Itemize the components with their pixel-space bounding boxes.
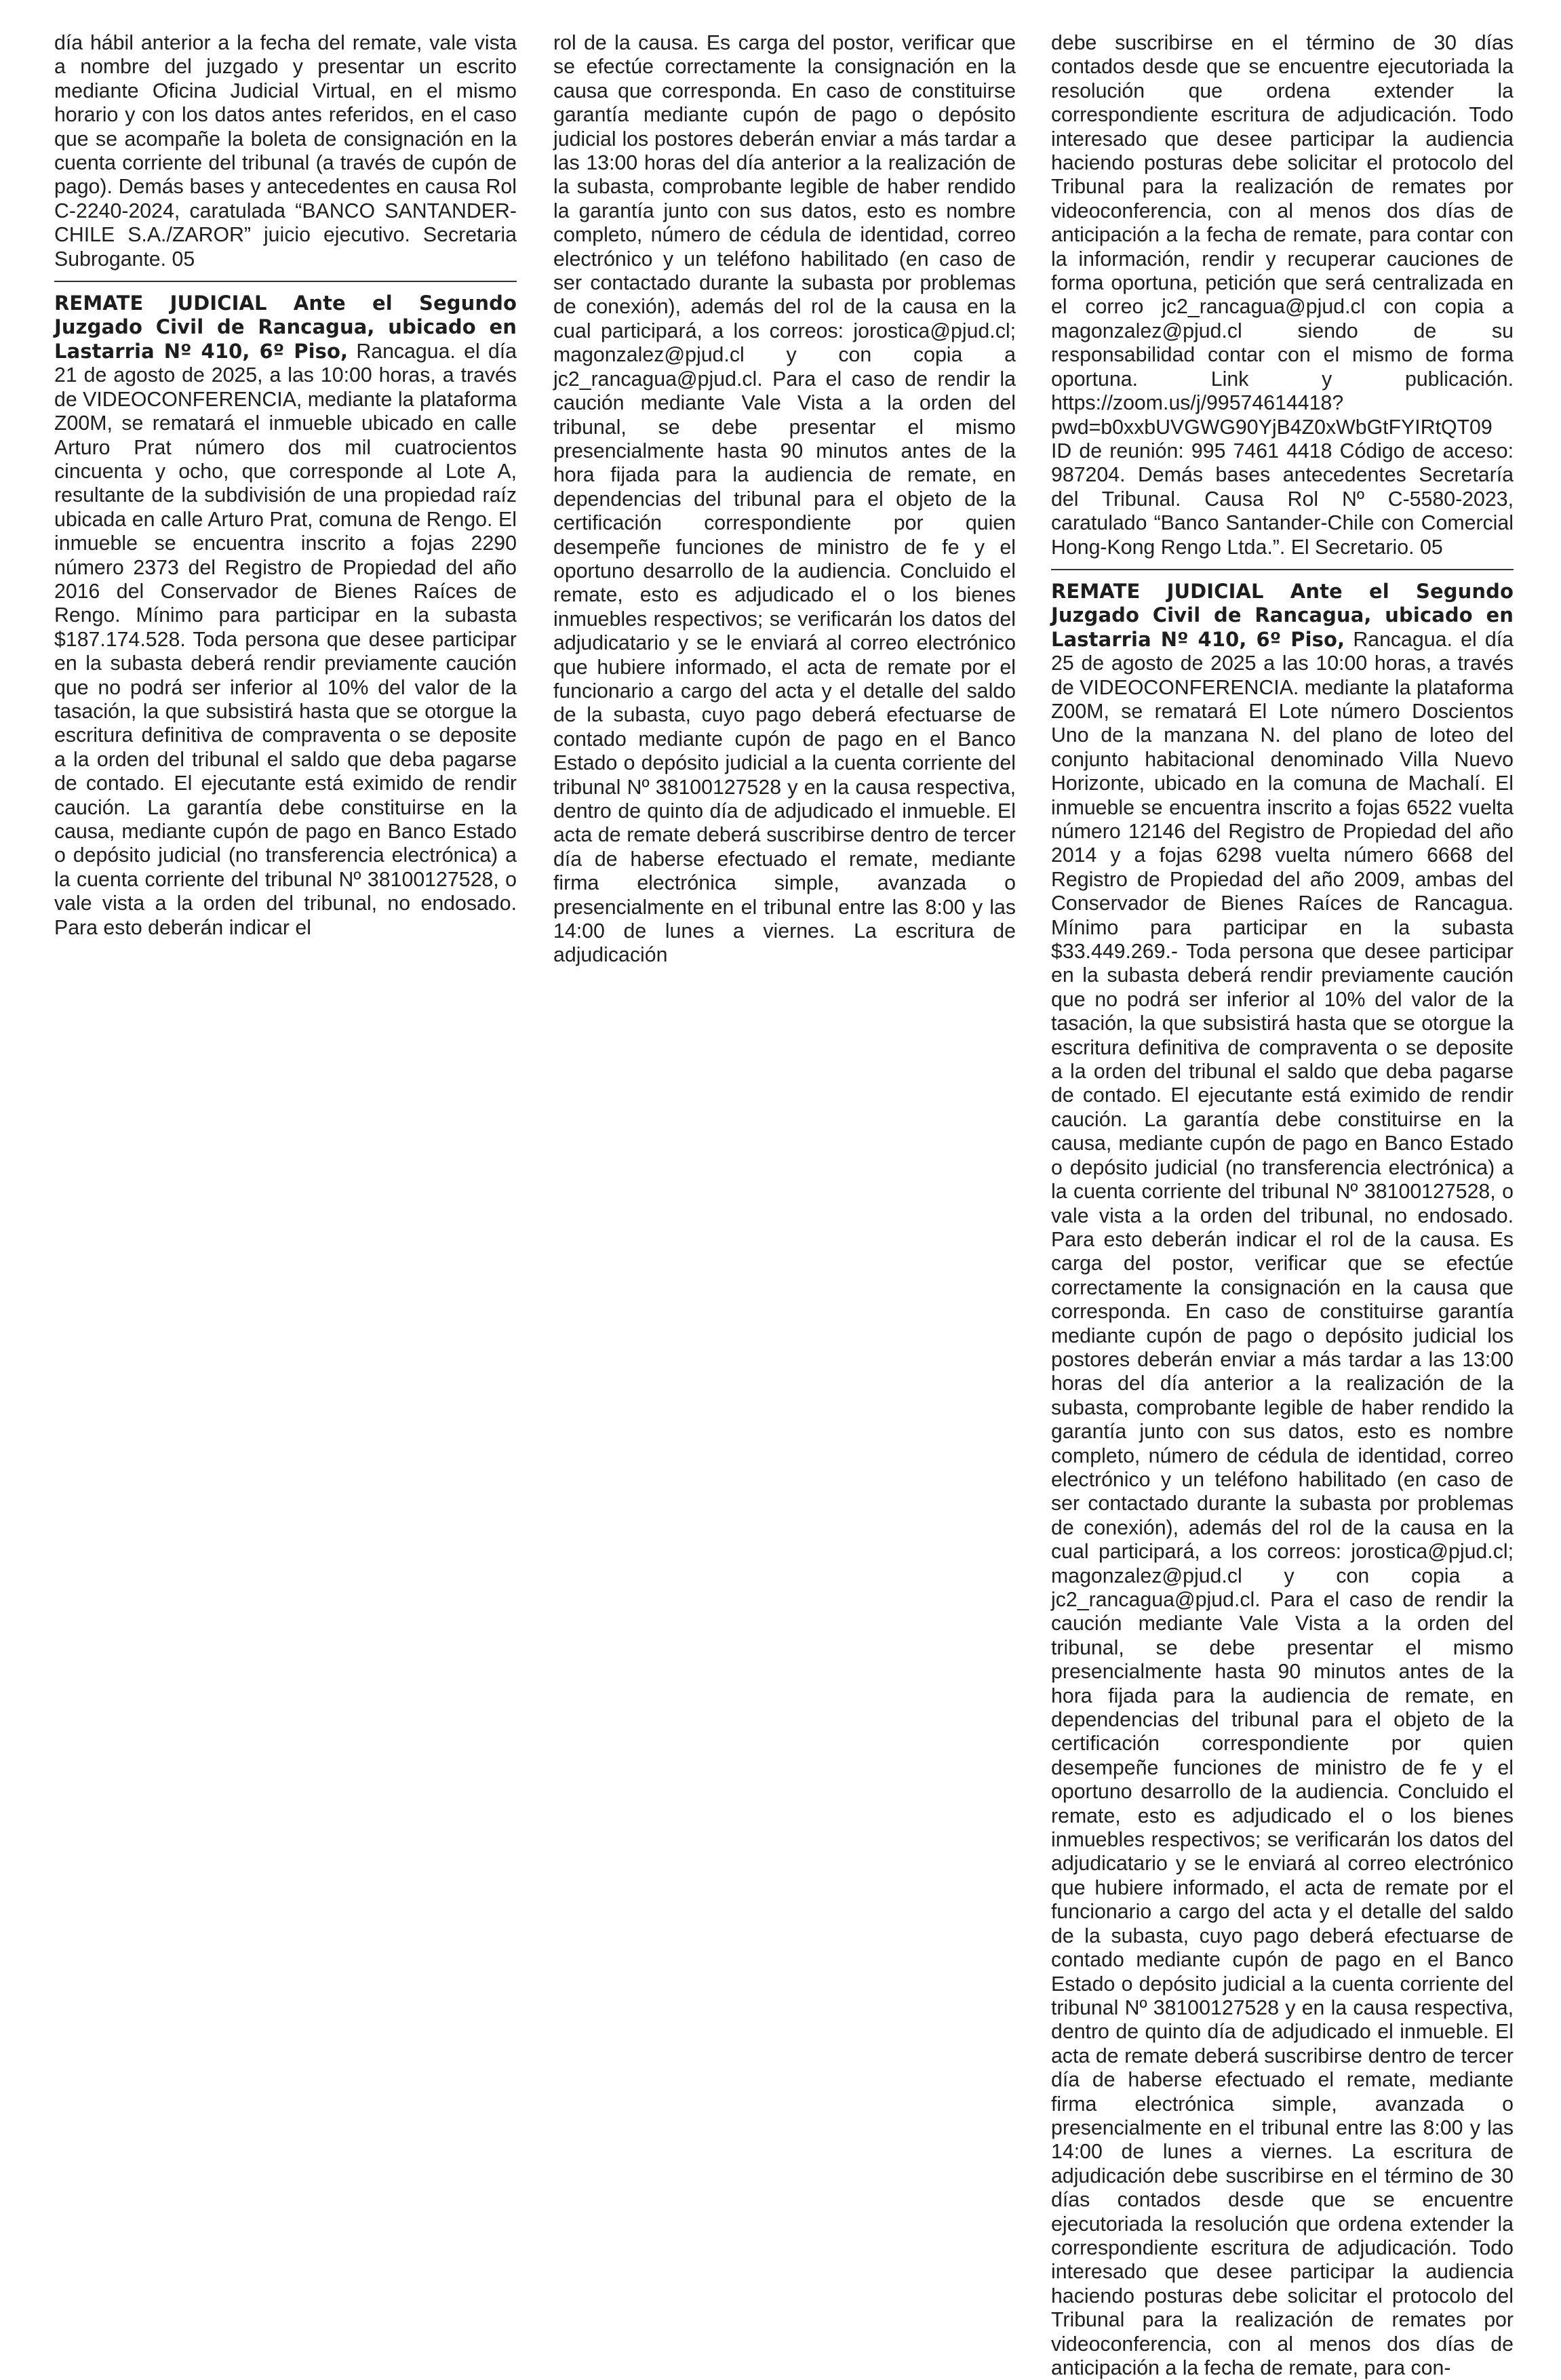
notice-body: Rancagua. el día 25 de agosto de 2025 a las 10:00 horas, a través de VIDEOCONFERENCIA. mediante la plataforma Z00M, se rematará El Lote número Doscientos Uno de la manzana N. del plano de loteo del conjunto habitacional denominado Villa Nuevo Horizonte, ubicado en la comuna de Machalí. El inmueble se encuentra inscrito a fojas 6522 vuelta número 12146 del Registro de Propiedad del año 2014 y a fojas 6298 vuelta número 6668 del Registro de Propiedad del año 2009, ambas del Conservador de Bienes Raíces de Rancagua. Mínimo para participar en la subasta $33.449.269.- Toda persona que desee participar en la subasta deberá rendir previamente caución que no podrá ser inferior al 10% del valor de la tasación, la que subsistirá hasta que se otorgue la escritura definitiva de compraventa o se deposite a la orden del tribunal el saldo que deba pagarse de contado. El ejecutante está eximido de rendir caución. La garantía debe constituirse en la causa, mediante cupón de pago en Banco Estado o depósito judicial (no transferencia electrónica) a la cuenta corriente del tribunal Nº 38100127528, o vale vista a la orden del tribunal, no endosado. Para esto deberán indicar el rol de la causa. Es carga del postor, verificar que se efectúe correctamente la consignación en la causa que corresponda. En caso de constituirse garantía mediante cupón de pago o depósito judicial los postores deberán enviar a más tardar a las 13:00 horas del día anterior a la realización de la subasta, comprobante legible de haber rendido la garantía junto con sus datos, esto es nombre completo, número de cédula de identidad, correo electrónico y un teléfono habilitado (en caso de ser contactado durante la subasta por problemas de conexión), además del rol de la causa en la cual participará, a los correos: jorostica@pjud.cl; magonzalez@pjud.cl y con copia a jc2_rancagua@pjud.cl. Para el caso de rendir la caución mediante Vale Vista a la orden del tribunal, se debe presentar el mismo presencialmente hasta 90 minutos antes de la hora fijada para la audiencia de remate, en dependencias del tribunal para el objeto de la certificación correspondiente por quien desempeñe funciones de ministro de fe y el oportuno desarrollo de la audiencia. Concluido el remate, esto es adjudicado el o los bienes inmuebles respectivos; se verificarán los datos del adjudicatario y se le enviará al correo electrónico que hubiere informado, el acta de remate por el funcionario a cargo del acta y el detalle del saldo de la subasta, cuyo pago deberá efectuarse de contado mediante cupón de pago en el Banco Estado o depósito judicial a la cuenta corriente del tribunal Nº 38100127528 y en la causa respectiva, dentro de quinto día de adjudicado el inmueble. El acta de remate deberá suscribirse dentro de tercer día de haberse efectuado el remate, mediante firma electrónica simple, avanzada o presencialmente en el tribunal entre las 8:00 y las 14:00 de lunes a viernes. La escritura de adjudicación debe suscribirse en el término de 30 días contados desde que se encuentre ejecutoriada la resolución que ordena extender la correspondiente escritura de adjudicación. Todo interesado que desee participar la audiencia haciendo posturas debe solicitar el protocolo del Tribunal para la realización de remates por videoconferencia, con al menos dos días de anticipación a la fecha de remate, para con-: [1051, 628, 1514, 2379]
notice-continuation: debe suscribirse en el término de 30 días contados desde que se encuentre ejecutoriada la resolución que ordena extender la correspondiente escritura de adjudicación. Todo interesado que desee participar la audiencia haciendo posturas debe solicitar el protocolo del Tribunal para la realización de remates por videoconferencia, con al menos dos días de anticipación a la fecha de remate, para contar con la información, rendir y recuperar cauciones de forma oportuna, petición que será centralizada en el correo jc2_rancagua@pjud.cl con copia a magonzalez@pjud.cl siendo de su responsabilidad contar con el mismo de forma oportuna. Link y publicación. https://zoom.us/j/99574614418?pwd=b0xxbUVGWG90YjB4Z0xWbGtFYIRtQT09 ID de reunión: 995 7461 4418 Código de acceso: 987204. Demás bases antecedentes Secretaría del Tribunal. Causa Rol Nº C-5580-2023, caratulado “Banco Santander-Chile con Comercial Hong-Kong Rengo Ltda.”. El Secretario. 05: [1051, 32, 1514, 559]
column-1: [54, 31, 517, 940]
notice-continuation: día hábil anterior a la fecha del remate, vale vista a nombre del juzgado y presentar un escrito mediante Oficina Judicial Virtual, en el mismo horario y con los datos antes referidos, en el caso que se acompañe la boleta de consignación en la cuenta corriente del tribunal (a través de cupón de pago). Demás bases y antecedentes en causa Rol C-2240-2024, caratulada “BANCO SANTANDER-CHILE S.A./ZAROR” juicio ejecutivo. Secretaria Subrogante. 05: [54, 32, 517, 271]
notice-heading: REMATE JUDICIAL Ante el Segundo Juzgado Civil de Rancagua, ubicado en Lastarria Nº 410, 6º Piso,: [1051, 579, 1514, 651]
notice-heading: REMATE JUDICIAL Ante el Segundo Juzgado Civil de Rancagua, ubicado en Lastarria Nº 410, 6º Piso,: [54, 292, 517, 363]
column-3: [1051, 31, 1514, 2380]
column-2: [553, 31, 1016, 968]
notice-remate-1: [54, 292, 517, 940]
notice-remate-2: [1051, 580, 1514, 2380]
notice-divider: [54, 281, 517, 282]
notice-body: Rancagua. el día 21 de agosto de 2025, a las 10:00 horas, a través de VIDEOCONFERENCIA, mediante la plataforma Z00M, se rematará el inmueble ubicado en calle Arturo Prat número dos mil cuatrocientos cincuenta y ocho, que corresponde al Lote A, resultante de la subdivisión de una propiedad raíz ubicada en calle Arturo Prat, comuna de Rengo. El inmueble se encuentra inscrito a fojas 2290 número 2373 del Registro de Propiedad del año 2016 del Conservador de Bienes Raíces de Rengo. Mínimo para participar en la subasta $187.174.528. Toda persona que desee participar en la subasta deberá rendir previamente caución que no podrá ser inferior al 10% del valor de la tasación, la que subsistirá hasta que se otorgue la escritura definitiva de compraventa o se deposite a la orden del tribunal el saldo que deba pagarse de contado. El ejecutante está eximido de rendir caución. La garantía debe constituirse en la causa, mediante cupón de pago en Banco Estado o depósito judicial (no transferencia electrónica) a la cuenta corriente del tribunal Nº 38100127528, o vale vista a la orden del tribunal, no endosado. Para esto deberán indicar el: [54, 340, 517, 939]
notice-divider: [1051, 569, 1514, 570]
notice-continuation: rol de la causa. Es carga del postor, verificar que se efectúe correctamente la consignación en la causa que corresponda. En caso de constituirse garantía mediante cupón de pago o depósito judicial los postores deberán enviar a más tardar a las 13:00 horas del día anterior a la realización de la subasta, comprobante legible de haber rendido la garantía junto con sus datos, esto es nombre completo, número de cédula de identidad, correo electrónico y un teléfono habilitado (en caso de ser contactado durante la subasta por problemas de conexión), además del rol de la causa en la cual participará, a los correos: jorostica@pjud.cl; magonzalez@pjud.cl y con copia a jc2_rancagua@pjud.cl. Para el caso de rendir la caución mediante Vale Vista a la orden del tribunal, se debe presentar el mismo presencialmente hasta 90 minutos antes de la hora fijada para la audiencia de remate, en dependencias del tribunal para el objeto de la certificación correspondiente por quien desempeñe funciones de ministro de fe y el oportuno desarrollo de la audiencia. Concluido el remate, esto es adjudicado el o los bienes inmuebles respectivos; se verificarán los datos del adjudicatario y se le enviará al correo electrónico que hubiere informado, el acta de remate por el funcionario a cargo del acta y el detalle del saldo de la subasta, cuyo pago deberá efectuarse de contado mediante cupón de pago en el Banco Estado o depósito judicial a la cuenta corriente del tribunal Nº 38100127528 y en la causa respectiva, dentro de quinto día de adjudicado el inmueble. El acta de remate deberá suscribirse dentro de tercer día de haberse efectuado el remate, mediante firma electrónica simple, avanzada o presencialmente en el tribunal entre las 8:00 y las 14:00 de lunes a viernes. La escritura de adjudicación: [553, 32, 1016, 967]
